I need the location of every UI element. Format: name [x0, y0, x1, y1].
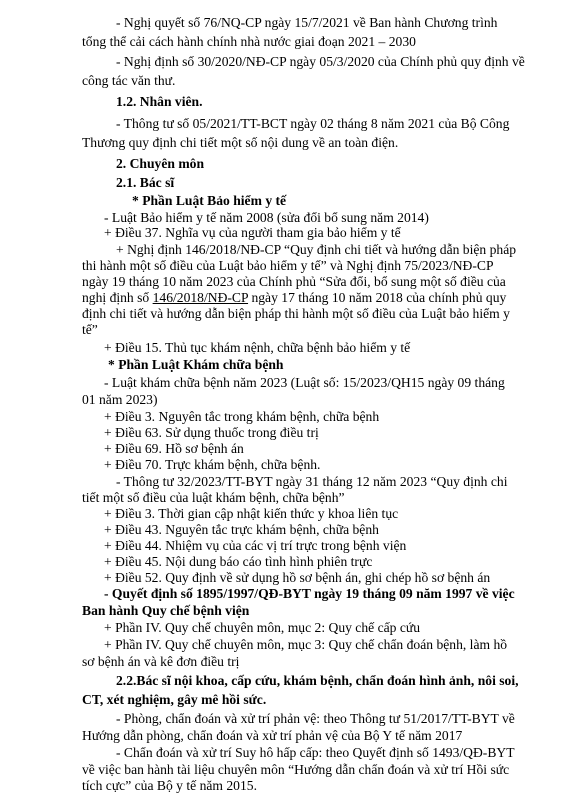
section-heading: 2. Chuyên môn — [116, 156, 205, 171]
text-line: - Nghị quyết số 76/NQ-CP ngày 15/7/2021 về Ban hành Chương trình — [116, 15, 498, 30]
text-line: + Điều 70. Trực khám bệnh, chữa bệnh. — [104, 457, 321, 472]
text-line: công tác văn thư. — [82, 73, 176, 88]
text-line: - Luật Bảo hiểm y tế năm 2008 (sửa đổi bổ sung năm 2014) — [104, 210, 429, 225]
text-line: + Phần IV. Quy chế chuyên môn, mục 2: Quy chế cấp cứu — [104, 620, 421, 635]
text-line: tích cực” của Bộ y tế năm 2015. — [82, 778, 257, 793]
text-line: + Phần IV. Quy chế chuyên môn, mục 3: Quy chế chẩn đoán bệnh, làm hồ — [104, 637, 508, 652]
section-heading: CT, xét nghiệm, gây mê hồi sức. — [82, 692, 267, 707]
section-heading: * Phần Luật Khám chữa bệnh — [108, 357, 284, 372]
text-line: + Điều 69. Hồ sơ bệnh án — [104, 441, 244, 456]
text-line: sơ bệnh án và kê đơn điều trị — [82, 654, 240, 669]
section-heading: * Phần Luật Bảo hiểm y tế — [132, 193, 287, 208]
text-line: + Điều 52. Quy định về sử dụng hồ sơ bệnh án, ghi chép hồ sơ bệnh án — [104, 570, 491, 585]
text-line: + Điều 3. Nguyên tắc trong khám bệnh, chữa bệnh — [104, 409, 380, 424]
text-line: về việc ban hành tài liệu chuyên môn “Hướng dẫn chẩn đoán và xử trí Hồi sức — [82, 762, 510, 777]
text-line: - Nghị định số 30/2020/NĐ-CP ngày 05/3/2020 của Chính phủ quy định về — [116, 54, 525, 69]
text-line: + Điều 63. Sử dụng thuốc trong điều trị — [104, 425, 319, 440]
section-heading: 2.2.Bác sĩ nội khoa, cấp cứu, khám bệnh, chẩn đoán hình ảnh, nôi soi, — [116, 673, 519, 688]
underlined-reference: 146/2018/NĐ-CP — [152, 290, 249, 305]
text-line: Thương quy định chi tiết một số nội dung về an toàn điện. — [82, 135, 399, 150]
section-heading: 1.2. Nhân viên. — [116, 94, 203, 109]
text-line: định chi tiết và hướng dẫn biện pháp thi hành một số điều của Luật bảo hiểm y — [82, 306, 510, 321]
text-line: tổng thể cải cách hành chính nhà nước giai đoạn 2021 – 2030 — [82, 34, 416, 49]
text-line: ngày 19 tháng 10 năm 2023 của Chính phủ “Sửa đổi, bổ sung một số điều của — [82, 274, 506, 289]
text-line: 01 năm 2023) — [82, 392, 158, 407]
bold-line: - Quyết định số 1895/1997/QĐ-BYT ngày 19 tháng 09 năm 1997 về việc — [104, 586, 515, 601]
text-line: - Luật khám chữa bệnh năm 2023 (Luật số: 15/2023/QH15 ngày 09 tháng — [104, 375, 505, 390]
text-line: Hướng dẫn phòng, chẩn đoán và xử trí phản vệ của Bộ Y tế năm 2017 — [82, 728, 463, 743]
text-line: + Điều 3. Thời gian cập nhật kiến thức y khoa liên tục — [104, 506, 399, 521]
text-line: tiết một số điều của luật khám bệnh, chữa bệnh” — [82, 490, 345, 505]
text-line: - Thông tư 32/2023/TT-BYT ngày 31 tháng 12 năm 2023 “Quy định chi — [116, 474, 508, 489]
text-line: thi hành một số điều của Luật bảo hiểm y tế” và Nghị định 75/2023/NĐ-CP — [82, 258, 494, 273]
text-line: + Điều 43. Nguyên tắc trực khám bệnh, chữa bệnh — [104, 522, 379, 537]
text-line: - Thông tư số 05/2021/TT-BCT ngày 02 tháng 8 năm 2021 của Bộ Công — [116, 116, 510, 131]
text-line: - Phòng, chẩn đoán và xử trí phản vệ: theo Thông tư 51/2017/TT-BYT về — [116, 711, 515, 726]
text-line: - Chẩn đoán và xử trí Suy hô hấp cấp: theo Quyết định số 1493/QĐ-BYT — [116, 745, 515, 760]
section-heading: 2.1. Bác sĩ — [116, 175, 175, 190]
text-line: + Điều 37. Nghĩa vụ của người tham gia bảo hiểm y tế — [104, 225, 401, 240]
bold-line: Ban hành Quy chế bệnh viện — [82, 603, 250, 618]
text-line: + Nghị định 146/2018/NĐ-CP “Quy định chi tiết và hướng dẫn biện pháp — [116, 242, 517, 257]
text-line: + Điều 15. Thủ tục khám nệnh, chữa bệnh bảo hiểm y tế — [104, 340, 411, 355]
text-line: tế” — [82, 322, 98, 337]
text-line: + Điều 45. Nội dung báo cáo tình hình phiên trực — [104, 554, 373, 569]
text-line: nghị định số 146/2018/NĐ-CP ngày 17 tháng 10 năm 2018 của chính phủ quy — [82, 290, 507, 305]
text-line: + Điều 44. Nhiệm vụ của các vị trí trực trong bệnh viện — [104, 538, 407, 553]
